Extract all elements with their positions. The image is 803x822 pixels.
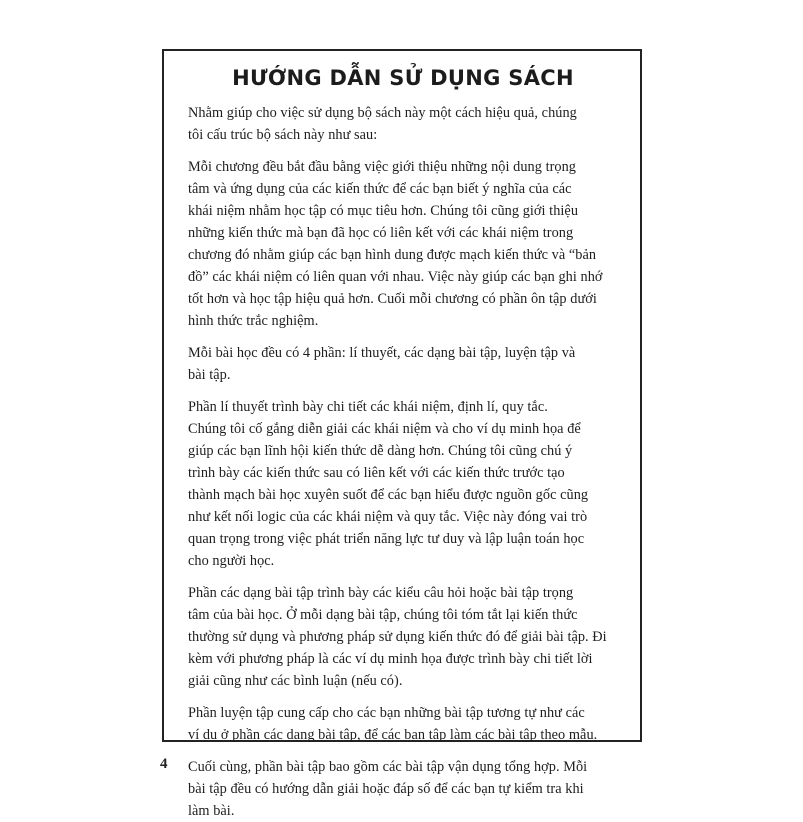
paragraph (188, 756, 618, 822)
text-line: tôi cấu trúc bộ sách này như sau: (188, 127, 378, 143)
paragraph (188, 702, 618, 746)
text-line: trình bày các kiến thức sau có liên kết với các kiến thức trước tạo (188, 465, 565, 481)
text-line: Chúng tôi cố gắng diễn giải các khái niệm và cho ví dụ minh họa để (188, 421, 581, 437)
page-number: 4 (160, 756, 168, 772)
content-frame (162, 49, 642, 819)
text-line: ví dụ ở phần các dạng bài tập, để các bạn tập làm các bài tập theo mẫu. (188, 727, 598, 743)
text-line: đồ” các khái niệm có liên quan với nhau. Việc này giúp các bạn ghi nhớ (188, 269, 603, 285)
text-line: quan trọng trong việc phát triển năng lực tư duy và lập luận toán học (188, 531, 585, 547)
text-line: chương đó nhằm giúp các bạn hình dung được mạch kiến thức và “bản (188, 247, 597, 263)
text-line: cho người học. (188, 553, 275, 569)
paragraph (188, 156, 618, 332)
text-line: thường sử dụng và phương pháp sử dụng kiến thức đó để giải bài tập. Đi (188, 629, 607, 645)
text-line: hình thức trắc nghiệm. (188, 313, 319, 329)
text-line: tâm và ứng dụng của các kiến thức để các bạn biết ý nghĩa của các (188, 181, 572, 197)
text-line: bài tập. (188, 367, 231, 383)
text-line: kèm với phương pháp là các ví dụ minh họa được trình bày chi tiết lời (188, 651, 593, 667)
text-line: giúp các bạn lĩnh hội kiến thức dễ dàng hơn. Chúng tôi cũng chú ý (188, 443, 573, 459)
text-line: Mỗi bài học đều có 4 phần: lí thuyết, các dạng bài tập, luyện tập và (188, 345, 576, 361)
paragraph (188, 582, 618, 692)
text-line: tốt hơn và học tập hiệu quả hơn. Cuối mỗi chương có phần ôn tập dưới (188, 291, 597, 307)
page-title: HƯỚNG DẪN SỬ DỤNG SÁCH (232, 66, 574, 90)
text-line: Phần các dạng bài tập trình bày các kiểu câu hỏi hoặc bài tập trọng (188, 585, 574, 601)
text-line: Phần luyện tập cung cấp cho các bạn những bài tập tương tự như các (188, 705, 585, 721)
text-line: khái niệm nhằm học tập có mục tiêu hơn. Chúng tôi cũng giới thiệu (188, 203, 579, 219)
text-line: làm bài. (188, 803, 235, 819)
paragraph (188, 342, 618, 386)
text-line: thành mạch bài học xuyên suốt để các bạn hiểu được nguồn gốc cũng (188, 487, 589, 503)
text-line: tâm của bài học. Ở mỗi dạng bài tập, chúng tôi tóm tắt lại kiến thức (188, 607, 578, 623)
paragraph (188, 396, 618, 572)
text-line: Phần lí thuyết trình bày chi tiết các khái niệm, định lí, quy tắc. (188, 399, 548, 415)
text-line: Mỗi chương đều bắt đầu bằng việc giới thiệu những nội dung trọng (188, 159, 577, 175)
text-line: những kiến thức mà bạn đã học có liên kết với các khái niệm trong (188, 225, 574, 241)
text-line: như kết nối logic của các khái niệm và quy tắc. Việc này đóng vai trò (188, 509, 588, 525)
text-line: Cuối cùng, phần bài tập bao gồm các bài tập vận dụng tổng hợp. Mỗi (188, 759, 588, 775)
paragraph (188, 102, 618, 146)
text-line: giải cũng như các bình luận (nếu có). (188, 673, 403, 689)
text-line: bài tập đều có hướng dẫn giải hoặc đáp số để các bạn tự kiểm tra khi (188, 781, 584, 797)
body-text (188, 102, 618, 822)
text-line: Nhằm giúp cho việc sử dụng bộ sách này một cách hiệu quả, chúng (188, 105, 577, 121)
